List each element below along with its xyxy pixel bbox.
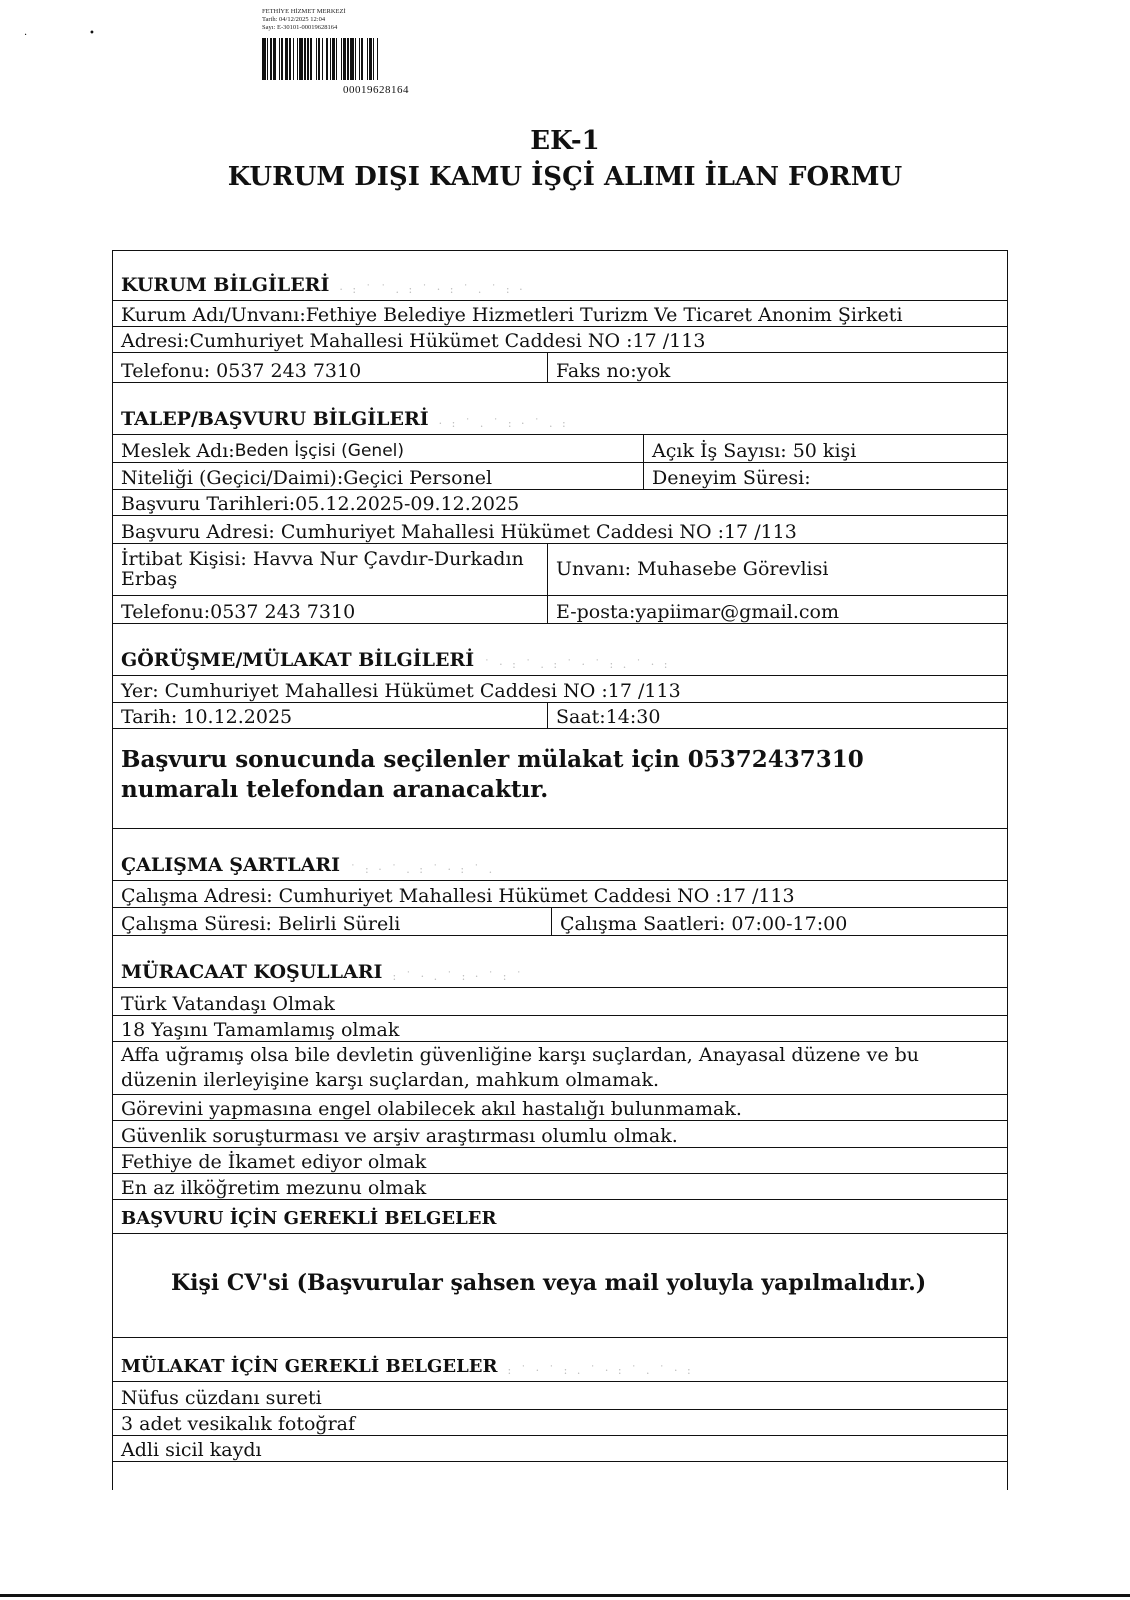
gorusme-tarih: Tarih: 10.12.2025 <box>121 706 293 728</box>
mulakat-belge-item <box>113 1410 1007 1436</box>
mulakat-belge-item <box>113 1382 1007 1410</box>
muracaat-item <box>113 1148 1007 1174</box>
gorusme-yer: Yer: Cumhuriyet Mahallesi Hükümet Caddesi NO :17 /113 <box>121 680 681 702</box>
scan-noise: · : ˙ ˙ . : ˙ · : ˙ . ˙ : · <box>339 283 526 296</box>
section-heading-muracaat <box>113 936 1007 988</box>
muracaat-item-text: Görevini yapmasına engel olabilecek akıl hastalığı bulunmamak. <box>121 1098 742 1120</box>
scan-noise: ˙ : · ˙ . : ˙ · : ˙ . <box>350 863 496 876</box>
mulakat-belge-item <box>113 1436 1007 1462</box>
page-title: EK-1 <box>530 126 600 156</box>
scan-noise: ˙ · : ˙ . : ˙ · ˙ : . ˙ · : <box>484 658 671 671</box>
section-heading-kurum <box>113 251 1007 301</box>
muracaat-item <box>113 988 1007 1016</box>
stamp-line: Sayı: E-30101-00019628164 <box>262 24 338 31</box>
section-heading-text: ÇALIŞMA ŞARTLARI <box>121 854 341 876</box>
kurum-adi: Kurum Adı/Unvanı:Fethiye Belediye Hizmetleri Turizm Ve Ticaret Anonim Şirketi <box>121 304 903 326</box>
row-gorusme-tarih <box>113 703 1007 729</box>
calisma-saatleri: Çalışma Saatleri: 07:00-17:00 <box>551 908 1007 935</box>
stamp-line: Tarih: 04/12/2025 12:04 <box>262 16 326 23</box>
muracaat-item-text: Türk Vatandaşı Olmak <box>121 993 335 1015</box>
muracaat-item-text: Güvenlik soruşturması ve arşiv araştırması olumlu olmak. <box>121 1125 678 1147</box>
muracaat-item-text: Affa uğramış olsa bile devletin güvenliğine karşı suçlardan, Anayasal düzene ve bu düzenin ilerleyişine karşı suçlardan, mahkum olmamak. <box>121 1043 919 1091</box>
section-heading-gorusme <box>113 624 1007 676</box>
irtibat-kisisi: İrtibat Kişisi: Havva Nur Çavdır-Durkadın Erbaş <box>121 548 524 590</box>
section-heading-text: MÜRACAAT KOŞULLARI <box>121 961 383 983</box>
section-heading-text: MÜLAKAT İÇİN GEREKLİ BELGELER <box>121 1356 498 1377</box>
belgeler-text: Kişi CV'si (Başvurular şahsen veya mail yoluyla yapılmalıdır.) <box>171 1270 927 1296</box>
barcode-bar <box>378 38 382 80</box>
kurum-adres: Adresi:Cumhuriyet Mahallesi Hükümet Caddesi NO :17 /113 <box>121 330 706 352</box>
row-iletisim <box>113 596 1007 624</box>
deneyim-suresi: Deneyim Süresi: <box>643 463 1007 489</box>
row-gorusme-not <box>113 729 1007 829</box>
section-heading-text: TALEP/BAŞVURU BİLGİLERİ <box>121 408 429 430</box>
eposta: E-posta:yapiimar@gmail.com <box>547 596 1007 623</box>
scan-mark: · <box>24 30 28 41</box>
section-heading-mulakat-belgeler <box>113 1338 1007 1382</box>
kurum-telefon: Telefonu: 0537 243 7310 <box>121 360 362 382</box>
section-heading-text: GÖRÜŞME/MÜLAKAT BİLGİLERİ <box>121 649 475 671</box>
row-meslek <box>113 435 1007 463</box>
barcode <box>262 38 497 80</box>
row-calisma-adresi <box>113 881 1007 908</box>
stamp-line: FETHİYE HİZMET MERKEZİ <box>262 8 346 15</box>
unvan: Unvanı: Muhasebe Görevlisi <box>547 544 1007 595</box>
basvuru-tarihleri: Başvuru Tarihleri:05.12.2025-09.12.2025 <box>121 493 520 515</box>
meslek-adi <box>113 435 643 462</box>
page-bottom-edge <box>0 1594 1130 1597</box>
row-gorusme-yer <box>113 676 1007 703</box>
muracaat-item <box>113 1042 1007 1095</box>
muracaat-item-text: En az ilköğretim mezunu olmak <box>121 1177 427 1199</box>
row-nitelik <box>113 463 1007 490</box>
muracaat-item <box>113 1016 1007 1042</box>
scan-noise: · : ˙ . ˙ : · ˙ . : <box>438 417 569 430</box>
muracaat-item <box>113 1121 1007 1148</box>
row-kurum-adres <box>113 327 1007 353</box>
row-calisma-suresi <box>113 908 1007 936</box>
meslek-value: Beden İşçisi (Genel) <box>234 441 405 461</box>
section-heading-text: KURUM BİLGİLERİ <box>121 274 330 296</box>
row-irtibat <box>113 544 1007 596</box>
row-basvuru-adresi <box>113 516 1007 544</box>
calisma-adresi: Çalışma Adresi: Cumhuriyet Mahallesi Hükümet Caddesi NO :17 /113 <box>121 885 795 907</box>
muracaat-item-text: 18 Yaşını Tamamlamış olmak <box>121 1019 400 1041</box>
barcode-number: 00019628164 <box>343 84 409 96</box>
section-heading-talep <box>113 383 1007 435</box>
row-belgeler <box>113 1234 1007 1338</box>
mulakat-belge-text: Adli sicil kaydı <box>121 1439 262 1461</box>
muracaat-item <box>113 1174 1007 1200</box>
scan-noise: : ˙ · ˙ : . ˙ · : ˙ . ˙ · : <box>507 1364 694 1377</box>
row-kurum-telefon <box>113 353 1007 383</box>
mulakat-belge-text: 3 adet vesikalık fotoğraf <box>121 1413 356 1435</box>
row-basvuru-tarihleri <box>113 490 1007 516</box>
calisma-suresi: Çalışma Süresi: Belirli Süreli <box>121 913 401 935</box>
scan-noise: : ˙ · . ˙ : · ˙ : ˙ <box>392 970 525 983</box>
section-heading-belgeler: BAŞVURU İÇİN GEREKLİ BELGELER <box>113 1200 1007 1234</box>
form-table <box>112 250 1008 1490</box>
gorusme-notu: Başvuru sonucunda seçilenler mülakat için 05372437310 numaralı telefondan aranacaktır. <box>121 746 864 803</box>
basvuru-adresi: Başvuru Adresi: Cumhuriyet Mahallesi Hükümet Caddesi NO :17 /113 <box>121 521 797 543</box>
row-kurum-adi <box>113 301 1007 327</box>
meslek-label: Meslek Adı: <box>121 440 235 462</box>
section-heading-calisma <box>113 829 1007 881</box>
page-subtitle: KURUM DIŞI KAMU İŞÇİ ALIMI İLAN FORMU <box>227 162 903 192</box>
gorusme-saat: Saat:14:30 <box>547 703 1007 728</box>
muracaat-item-text: Fethiye de İkamet ediyor olmak <box>121 1151 427 1173</box>
kurum-faks: Faks no:yok <box>547 353 1007 382</box>
scan-mark: • <box>89 28 95 39</box>
mulakat-belge-text: Nüfus cüzdanı sureti <box>121 1387 322 1409</box>
acik-is-sayisi: Açık İş Sayısı: 50 kişi <box>643 435 1007 462</box>
muracaat-item <box>113 1095 1007 1121</box>
irtibat-telefon: Telefonu:0537 243 7310 <box>121 601 356 623</box>
document-stamp <box>262 8 346 32</box>
nitelik: Niteliği (Geçici/Daimi):Geçici Personel <box>121 467 493 489</box>
